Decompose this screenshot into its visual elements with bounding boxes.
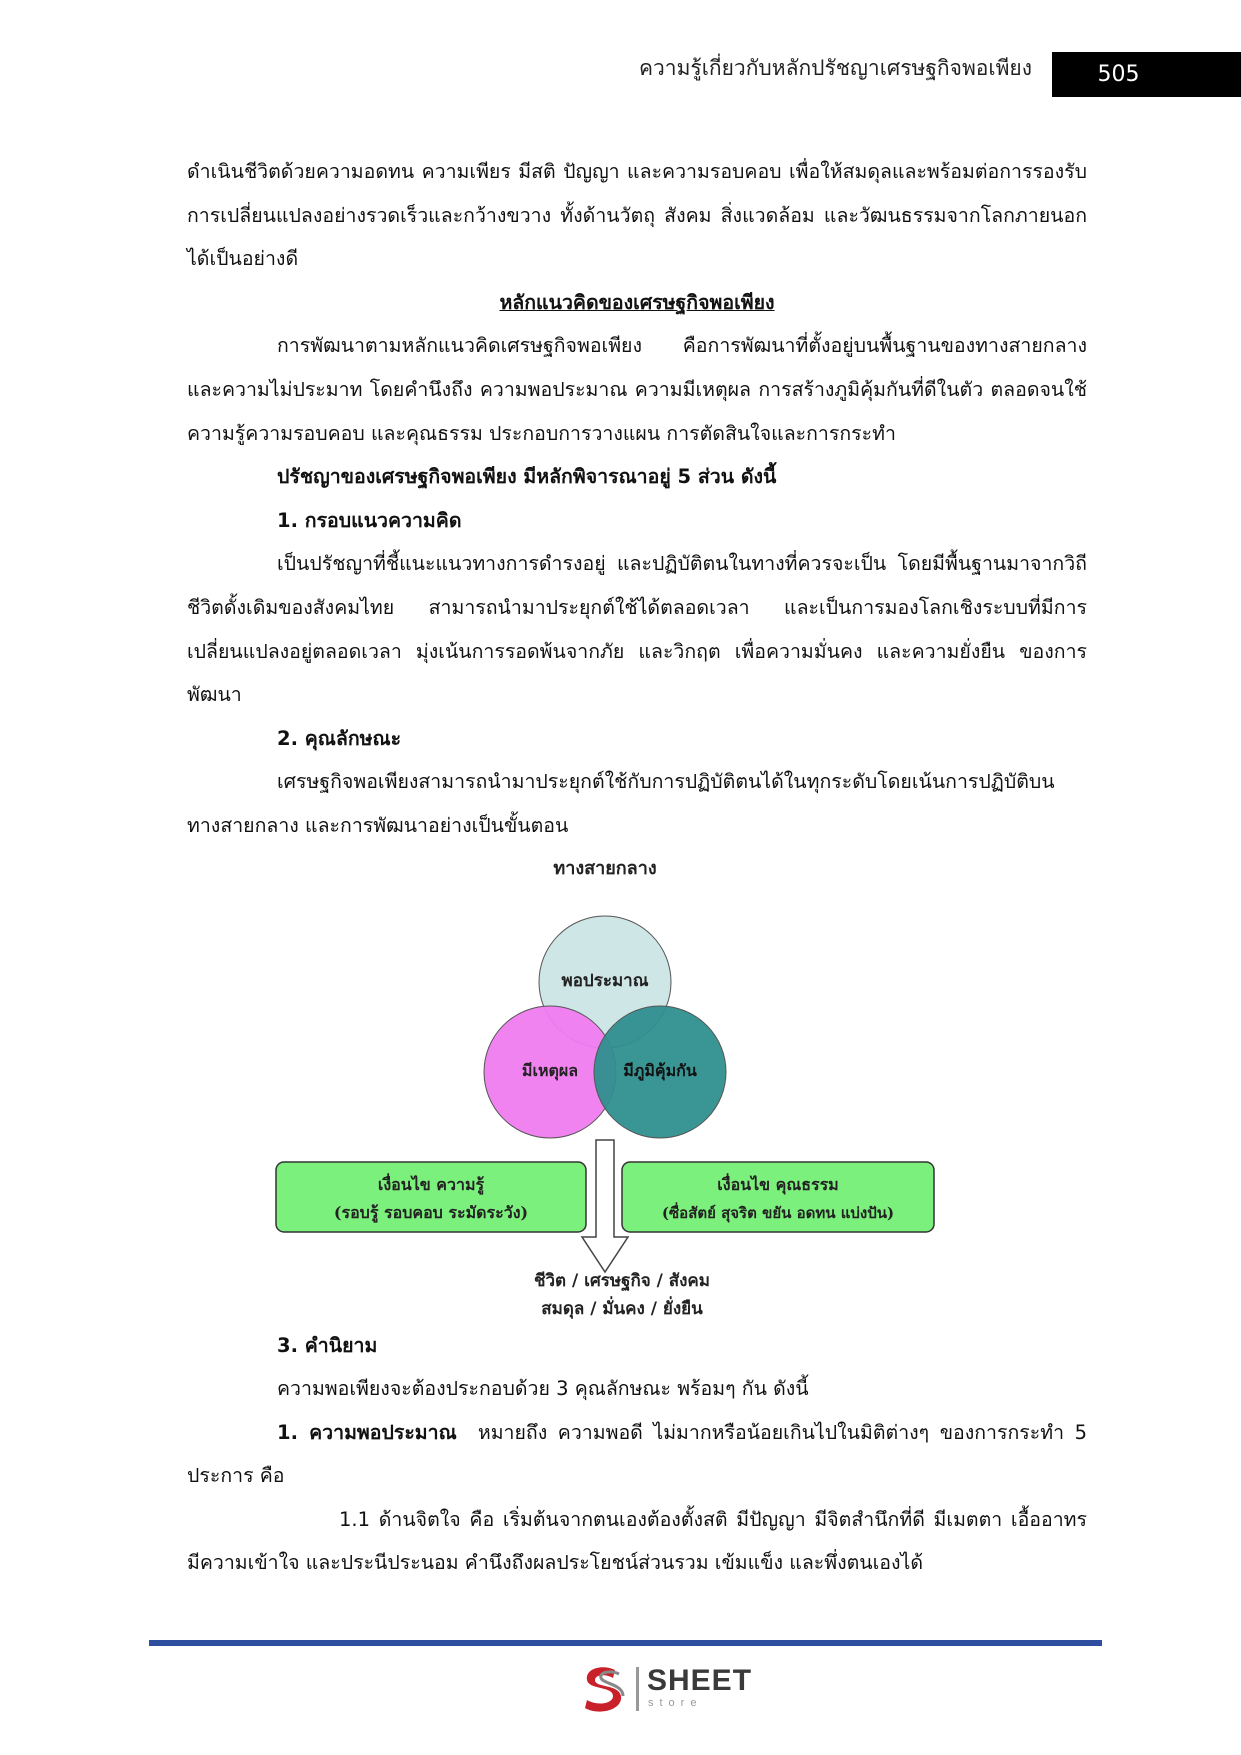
footer-divider	[149, 1640, 1102, 1646]
item3-paragraph: ความพอเพียงจะต้องประกอบด้วย 3 คุณลักษณะ พร้อมๆ กัน ดังนี้	[277, 1377, 809, 1401]
outcome-line-1: ชีวิต / เศรษฐกิจ / สังคม	[533, 1271, 711, 1291]
item1-heading: 1. กรอบแนวความคิด	[277, 508, 462, 532]
definition-1-term: 1. ความพอประมาณ	[277, 1420, 457, 1444]
box-knowledge-title: เงื่อนไข ความรู้	[377, 1175, 485, 1194]
section-heading: หลักแนวคิดของเศรษฐกิจพอเพียง	[499, 290, 775, 314]
diagram-top-label: ทางสายกลาง	[553, 858, 657, 879]
logo-text: SHEET	[647, 1664, 753, 1697]
item1-paragraph: เป็นปรัชญาที่ชี้แนะแนวทางการดำรงอยู่ และปฏิบัติตนในทางที่ควรจะเป็น โดยมีพื้นฐานมาจากวิถีชีวิตดั้งเดิมของสังคมไทย สามารถนำมาประยุกต์ใช้ได้ตลอดเวลา และเป็นการมองโลกเชิงระบบที่มีการเปลี่ยนแปลงอยู่ตลอดเวลา มุ่งเน้นการรอดพ้นจากภัย และวิกฤต เพื่อความมั่นคง และความยั่งยืน ของการพัฒนา	[187, 552, 1087, 707]
intro-paragraph: ดำเนินชีวิตด้วยความอดทน ความเพียร มีสติ ปัญญา และความรอบคอบ เพื่อให้สมดุลและพร้อมต่อการรองรับการเปลี่ยนแปลงอย่างรวดเร็วและกว้างขวาง ทั้งด้านวัตถุ สังคม สิ่งแวดล้อม และวัฒนธรรมจากโลกภายนอกได้เป็นอย่างดี	[187, 160, 1087, 271]
definition-1-1: 1.1 ด้านจิตใจ คือ เริ่มต้นจากตนเองต้องตั้งสติ มีปัญญา มีจิตสำนึกที่ดี มีเมตตา เอื้ออาทร มีความเข้าใจ และประนีประนอม คำนึงถึงผลประโยชน์ส่วนรวม เข้มแข็ง และพึ่งตนเองได้	[187, 1507, 1087, 1575]
logo-separator	[636, 1667, 639, 1711]
item2-heading: 2. คุณลักษณะ	[277, 726, 402, 750]
philosophy-heading: ปรัชญาของเศรษฐกิจพอเพียง มีหลักพิจารณาอยู่ 5 ส่วน ดังนี้	[277, 465, 777, 489]
circle-reasonableness-label: มีเหตุผล	[521, 1061, 579, 1080]
box-morality-title: เงื่อนไข คุณธรรม	[717, 1175, 839, 1194]
sufficiency-economy-diagram	[270, 852, 950, 1322]
page-header-title: ความรู้เกี่ยวกับหลักปรัชญาเศรษฐกิจพอเพียง	[638, 56, 1032, 80]
item3-heading: 3. คำนิยาม	[277, 1333, 378, 1357]
item2-paragraph: เศรษฐกิจพอเพียงสามารถนำมาประยุกต์ใช้กับการปฏิบัติตนได้ในทุกระดับโดยเน้นการปฏิบัติบนทางสายกลาง และการพัฒนาอย่างเป็นขั้นตอน	[187, 770, 1055, 837]
circle-immunity-label: มีภูมิคุ้มกัน	[623, 1061, 697, 1080]
box-morality-detail: (ซื่อสัตย์ สุจริต ขยัน อดทน แบ่งปัน)	[661, 1204, 895, 1222]
definition-1-text: หมายถึง ความพอดี ไม่มากหรือน้อยเกินไปในมิติต่างๆ ของการกระทำ 5 ประการ คือ	[187, 1420, 1088, 1488]
outcome-line-2: สมดุล / มั่นคง / ยั่งยืน	[541, 1299, 703, 1319]
logo-subtext: store	[648, 1697, 703, 1709]
page-number: 505	[1097, 62, 1140, 87]
sheet-store-logo-icon	[575, 1662, 635, 1716]
definition-1	[187, 1411, 1087, 1498]
down-arrow	[582, 1140, 628, 1272]
page-number-box	[1052, 52, 1241, 97]
box-knowledge-detail: (รอบรู้ รอบคอบ ระมัดระวัง)	[333, 1203, 529, 1222]
circle-moderation-label: พอประมาณ	[561, 971, 649, 991]
section-paragraph: การพัฒนาตามหลักแนวคิดเศรษฐกิจพอเพียง คือการพัฒนาที่ตั้งอยู่บนพื้นฐานของทางสายกลางและความไม่ประมาท โดยคำนึงถึง ความพอประมาณ ความมีเหตุผล การสร้างภูมิคุ้มกันที่ดีในตัว ตลอดจนใช้ความรู้ความรอบคอบ และคุณธรรม ประกอบการวางแผน การตัดสินใจและการกระทำ	[187, 334, 1087, 445]
